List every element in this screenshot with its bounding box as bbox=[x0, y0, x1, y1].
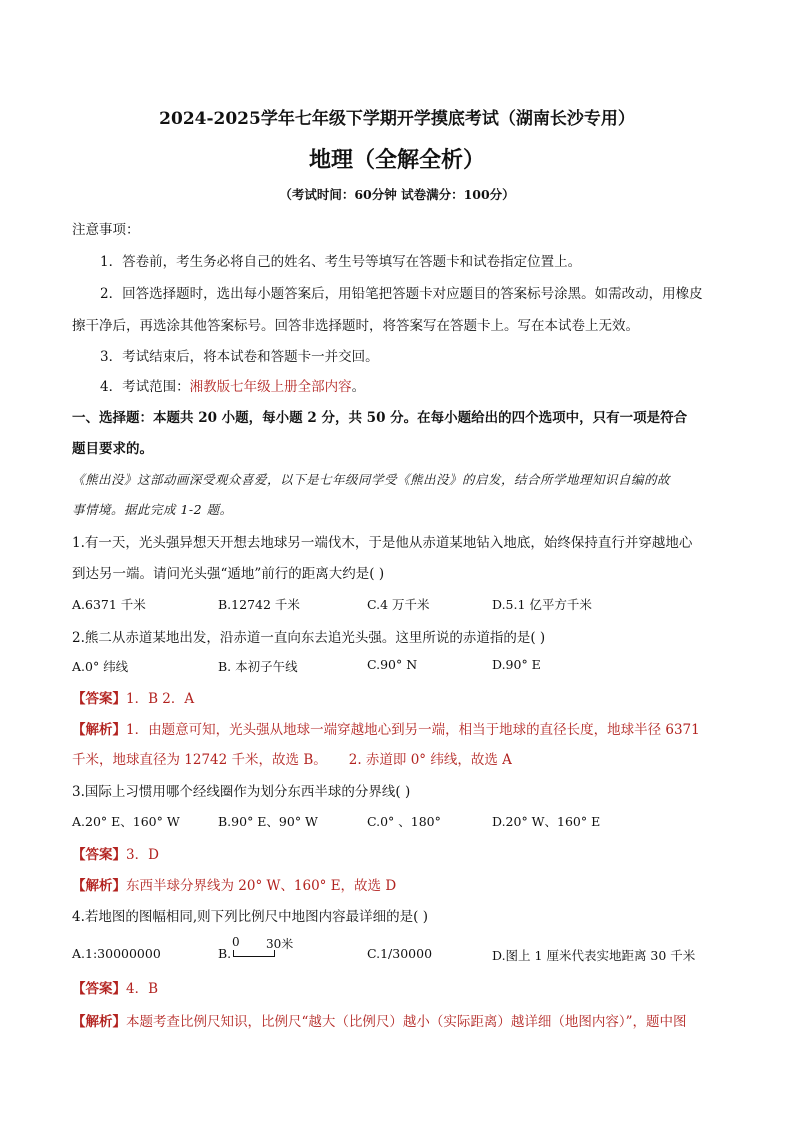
answer-label: 【答案】 bbox=[72, 981, 126, 997]
q3-stem: 3.国际上习惯用哪个经线圈作为划分东西半球的分界线( ) bbox=[72, 784, 411, 800]
intro-line-1: 《熊出没》这部动画深受观众喜爱，以下是七年级同学受《熊出没》的启发，结合所学地理知识自编的故 bbox=[72, 472, 671, 487]
scale-distance-label: 30米 bbox=[266, 937, 294, 951]
note-4 bbox=[100, 375, 365, 395]
q3-option-b: B.90° E、90° W bbox=[218, 814, 318, 829]
q2-option-a: A.0° 纬线 bbox=[72, 659, 129, 674]
answer-text: 4．B bbox=[126, 981, 159, 997]
note-4-prefix: 4．考试范围： bbox=[100, 379, 190, 395]
page-title: 地理（全解全析） bbox=[308, 147, 485, 173]
note-4-suffix: 。 bbox=[351, 379, 366, 395]
intro-line-2: 事情境。据此完成 1-2 题。 bbox=[72, 502, 233, 517]
q4-option-b-prefix: B. bbox=[218, 946, 232, 961]
explanation-1-text: 千米，地球直径为 12742 千米，故选 B。 bbox=[72, 752, 327, 768]
exam-scope: 湘教版七年级上册全部内容 bbox=[189, 379, 352, 395]
note-2-line-2: 擦干净后，再选涂其他答案标号。回答非选择题时，将答案写在答题卡上。写在本试卷上无效。 bbox=[72, 318, 639, 334]
explanation-3 bbox=[72, 874, 396, 894]
exam-title: 2024-2025学年七年级下学期开学摸底考试（湖南长沙专用） bbox=[159, 109, 635, 129]
q1-stem-line-2: 到达另一端。请问光头强“遁地”前行的距离大约是( ) bbox=[72, 566, 385, 582]
answer-label: 【答案】 bbox=[72, 691, 126, 707]
q1-option-c: C.4 万千米 bbox=[367, 597, 430, 612]
q4-option-d: D.图上 1 厘米代表实地距离 30 千米 bbox=[492, 948, 696, 963]
q3-option-d: D.20° W、160° E bbox=[492, 814, 601, 829]
answer-label: 【答案】 bbox=[72, 847, 126, 863]
section-heading-line-1: 一、选择题：本题共 20 小题，每小题 2 分，共 50 分。在每小题给出的四个选项中，只有一项是符合 bbox=[72, 410, 688, 426]
q4-stem: 4.若地图的图幅相同,则下列比例尺中地图内容最详细的是( ) bbox=[72, 909, 428, 925]
explanation-text: 本题考查比例尺知识，比例尺“越大（比例尺）越小（实际距离）越详细（地图内容）”，题中图 bbox=[126, 1014, 687, 1030]
note-2-line-1: 2．回答选择题时，选出每小题答案后，用铅笔把答题卡对应题目的答案标号涂黑。如需改动，用橡皮 bbox=[100, 286, 703, 302]
answer-4 bbox=[72, 977, 158, 997]
q2-option-b: B. 本初子午线 bbox=[218, 659, 298, 674]
answer-text: 3．D bbox=[126, 847, 159, 863]
explanation-label: 【解析】 bbox=[72, 722, 126, 738]
explanation-label: 【解析】 bbox=[72, 878, 126, 894]
q1-stem-line-1: 1.有一天，光头强异想天开想去地球另一端伐木，于是他从赤道某地钻入地底，始终保持直行并穿越地心 bbox=[72, 535, 693, 551]
note-3: 3．考试结束后，将本试卷和答题卡一并交回。 bbox=[100, 349, 379, 365]
scale-zero-label: 0 bbox=[232, 935, 240, 949]
explanation-text: 东西半球分界线为 20° W、160° E，故选 D bbox=[126, 878, 397, 894]
answer-3 bbox=[72, 843, 159, 863]
q3-option-a: A.20° E、160° W bbox=[72, 814, 180, 829]
q1-option-d: D.5.1 亿平方千米 bbox=[492, 597, 592, 612]
answer-text: 1．B 2．A bbox=[126, 691, 195, 707]
q4-option-a: A.1:30000000 bbox=[72, 946, 161, 961]
q2-option-c: C.90° N bbox=[367, 657, 418, 672]
explanation-label: 【解析】 bbox=[72, 1014, 126, 1030]
section-heading-line-2: 题目要求的。 bbox=[72, 441, 153, 457]
explanation-4 bbox=[72, 1010, 687, 1030]
q1-option-b: B.12742 千米 bbox=[218, 597, 300, 612]
explanation-text: 1．由题意可知，光头强从地球一端穿越地心到另一端，相当于地球的直径长度，地球半径 6371 bbox=[126, 722, 700, 738]
explanation-1-2-line-2 bbox=[72, 748, 512, 768]
note-1: 1．答卷前，考生务必将自己的姓名、考生号等填写在答题卡和试卷指定位置上。 bbox=[100, 254, 582, 270]
answer-1-2 bbox=[72, 687, 194, 707]
scale-bar bbox=[233, 950, 275, 957]
exam-meta: （考试时间：60分钟 试卷满分：100分） bbox=[279, 187, 515, 202]
q1-option-a: A.6371 千米 bbox=[72, 597, 146, 612]
q2-option-d: D.90° E bbox=[492, 657, 541, 672]
notes-heading: 注意事项： bbox=[72, 222, 140, 238]
q2-stem: 2.熊二从赤道某地出发，沿赤道一直向东去追光头强。这里所说的赤道指的是( ) bbox=[72, 630, 546, 646]
q3-option-c: C.0° 、180° bbox=[367, 814, 441, 829]
q4-option-c: C.1/30000 bbox=[367, 946, 433, 961]
explanation-1-2-line-1 bbox=[72, 718, 700, 738]
explanation-2-text: 2. 赤道即 0° 纬线，故选 A bbox=[348, 752, 512, 768]
